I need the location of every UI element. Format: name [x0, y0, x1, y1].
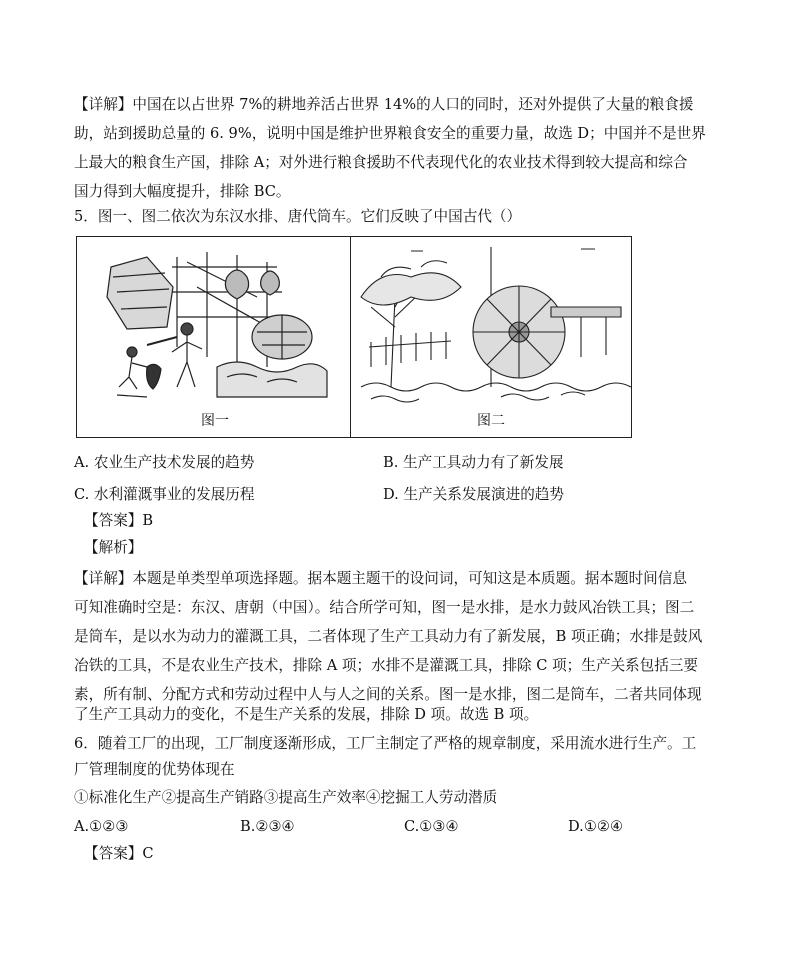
q5-explain-line-4: 冶铁的工具，不是农业生产技术，排除 A 项；水排不是灌溉工具，排除 C 项；生产关系包括三要	[74, 657, 699, 674]
q6-option-a: A.①②③	[74, 818, 129, 835]
q5-option-b: B. 生产工具动力有了新发展	[383, 454, 564, 471]
q4-explain-line-1: 【详解】中国在以占世界 7%的耕地养活占世界 14%的人口的同时，还对外提供了大量的粮食援	[74, 96, 694, 113]
q6-option-b: B.②③④	[240, 818, 295, 835]
q5-stem: 5．图一、图二依次为东汉水排、唐代筒车。它们反映了中国古代（）	[74, 208, 522, 225]
q5-explain-line-3: 是筒车，是以水为动力的灌溉工具，二者体现了生产工具动力有了新发展，B 项正确；水排是鼓风	[74, 628, 703, 645]
water-bellows-illustration	[77, 237, 350, 437]
tube-wheel-illustration	[351, 237, 631, 437]
q4-explain-line-3: 上最大的粮食生产国，排除 A；对外进行粮食援助不代表现代化的农业技术得到较大提高和综合	[74, 154, 688, 171]
q6-stem-line-1: 6．随着工厂的出现，工厂制度逐渐形成，工厂主制定了严格的规章制度，采用流水进行生产。工	[74, 735, 697, 752]
figure-two-panel	[351, 237, 631, 437]
q5-explain-line-5: 素，所有制、分配方式和劳动过程中人与人之间的关系。图一是水排，图二是筒车，二者共同体现	[74, 686, 702, 703]
figure-one-caption: 图一	[201, 413, 229, 429]
q5-option-d: D. 生产关系发展演进的趋势	[383, 486, 564, 503]
q6-items: ①标准化生产②提高生产销路③提高生产效率④挖掘工人劳动潜质	[74, 789, 498, 806]
q5-option-a: A. 农业生产技术发展的趋势	[74, 454, 255, 471]
q5-figure	[76, 236, 632, 438]
q6-answer	[84, 843, 154, 865]
q6-answer-value: C	[142, 845, 154, 862]
q6-option-d: D.①②④	[568, 818, 624, 835]
q5-option-c: C. 水利灌溉事业的发展历程	[74, 486, 255, 503]
q5-analysis-tag: 【解析】	[84, 539, 143, 556]
q6-answer-tag: 【答案】	[84, 845, 143, 862]
q5-explain-line-6: 了生产工具动力的变化，不是生产关系的发展，排除 D 项。故选 B 项。	[74, 706, 539, 723]
q4-explain-line-2: 助，站到援助总量的 6. 9%，说明中国是维护世界粮食安全的重要力量，故选 D；中国并不是世界	[74, 125, 706, 142]
q6-option-c: C.①③④	[404, 818, 459, 835]
q5-explain-line-2: 可知准确时空是：东汉、唐朝（中国）。结合所学可知，图一是水排，是水力鼓风冶铁工具；图二	[74, 599, 695, 616]
figure-one-panel	[77, 237, 350, 437]
q6-stem-line-2: 厂管理制度的优势体现在	[74, 761, 235, 778]
q4-explain-tag: 【详解】	[74, 96, 133, 113]
q5-answer-tag: 【答案】	[84, 512, 143, 529]
q4-explain-line-4: 国力得到大幅度提升，排除 BC。	[74, 183, 291, 200]
q5-answer	[84, 510, 153, 532]
figure-two-caption: 图二	[477, 413, 505, 429]
q5-explain-tag: 【详解】	[74, 570, 133, 587]
q5-explain-line-1: 【详解】本题是单类型单项选择题。据本题主题干的设问词，可知这是本质题。据本题时间信息	[74, 570, 687, 587]
q5-answer-value: B	[142, 512, 154, 529]
